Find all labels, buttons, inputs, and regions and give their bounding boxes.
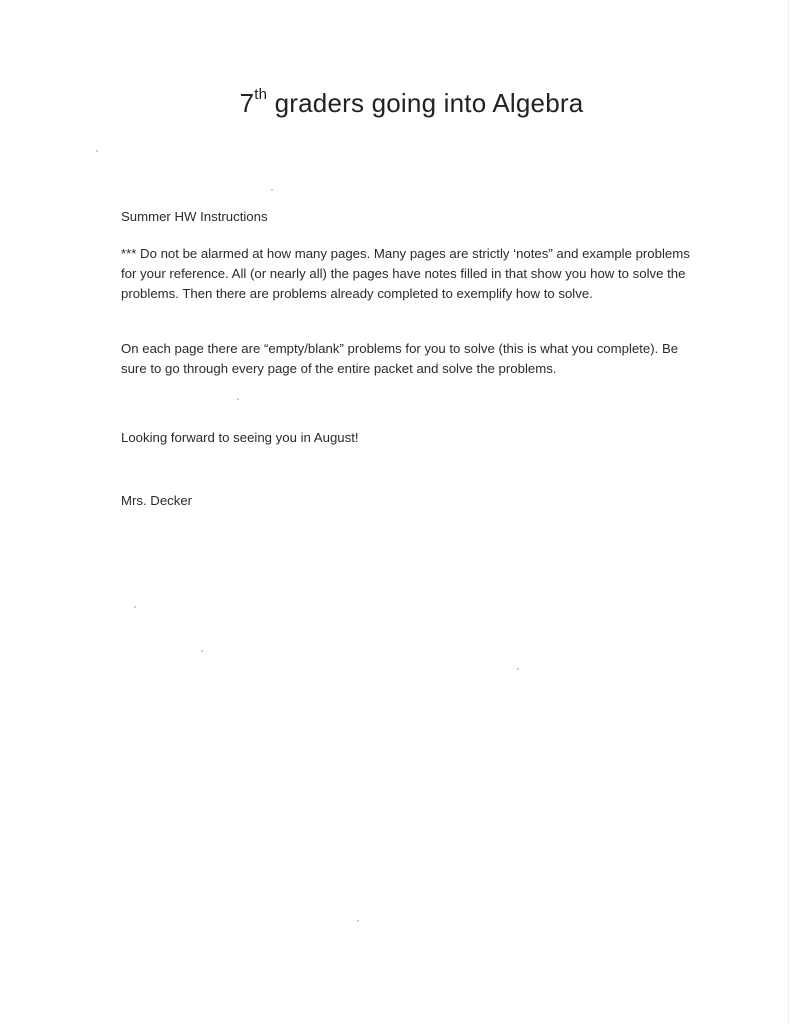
scan-speck [517,668,519,670]
scan-speck [134,606,136,608]
title-text: graders going into Algebra [267,88,584,118]
scan-speck [96,150,98,152]
scan-speck [271,189,273,191]
scan-speck [237,398,239,400]
section-heading: Summer HW Instructions [121,209,268,224]
title-number: 7 [239,88,255,118]
paragraph-notes: *** Do not be alarmed at how many pages. Many pages are strictly ‘notes” and example problems for your reference. All (or nearly all) the pages have notes filled in that show you how to solve the problems. Then there are problems already completed to exemplify how to solve. [121,246,690,301]
page-title [0,88,791,119]
scan-speck [357,920,359,922]
scan-edge [788,0,789,1024]
signature: Mrs. Decker [121,493,193,508]
title-superscript: th [254,86,268,104]
closing-line: Looking forward to seeing you in August! [121,430,359,445]
scan-speck [201,650,203,652]
paragraph-instructions: On each page there are “empty/blank” problems for you to solve (this is what you complete). Be sure to go through every page of the entire packet and solve the problems. [121,341,679,376]
